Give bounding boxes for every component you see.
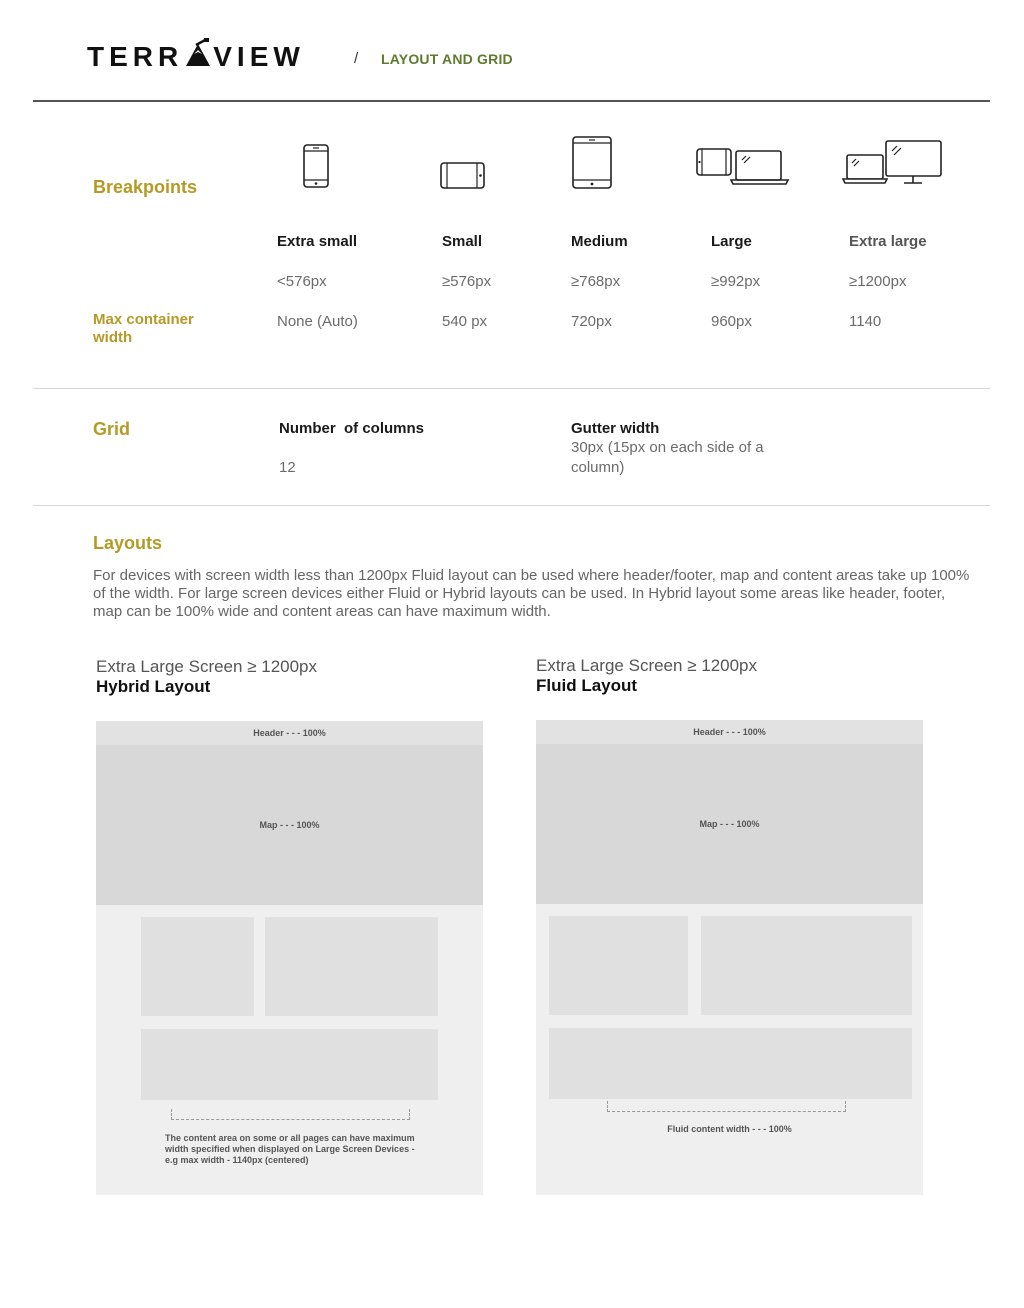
logo-text-start: TERR [87,41,184,72]
breakpoints-title: Breakpoints [93,177,198,197]
breakpoint-name: Large [711,233,752,250]
brand-logo [87,38,305,72]
logo-text-end: VIEW [213,41,305,72]
columns-label: Number of columns [279,420,425,437]
tablet-icon [572,136,612,189]
content-block [141,1029,438,1100]
mountain-logo-icon [185,38,211,68]
content-block [141,917,254,1016]
breakpoint-min-width: ≥992px [711,273,761,290]
content-block [549,1028,912,1099]
max-container-value: 720px [571,313,612,330]
fluid-screen-label: Extra Large Screen ≥ 1200px [536,656,758,675]
max-container-label: Max container width [93,311,194,346]
breakpoint-min-width: ≥1200px [849,273,907,290]
fluid-layout-diagram [536,720,923,1195]
width-bracket [607,1101,846,1112]
header-divider [33,100,990,102]
max-container-value: 1140 [849,313,882,330]
hybrid-layout-title: Hybrid Layout [96,677,211,696]
hybrid-screen-label: Extra Large Screen ≥ 1200px [96,657,318,676]
columns-value: 12 [279,459,296,476]
content-block [265,917,438,1016]
content-block [549,916,688,1015]
breakpoint-min-width: <576px [277,273,327,290]
breakpoint-name: Extra large [849,233,927,250]
tablet-laptop-icon [696,146,790,186]
gutter-label: Gutter width [571,420,660,437]
layouts-description: For devices with screen width less than 1200px Fluid layout can be used where header/footer, map and content areas take up 100% of the width. For large screen devices either Fluid or Hybrid layouts can be used. In Hybrid layout some areas like header, footer, map can be 100% wide and content areas can have maximum width. [93,567,970,620]
gutter-value: 30px (15px on each side of a column) [571,439,764,476]
section-divider [33,388,990,389]
grid-title: Grid [93,419,131,439]
max-container-value: 540 px [442,313,488,330]
phone-portrait-icon [303,144,329,188]
breakpoint-name: Medium [571,233,628,250]
hybrid-map-band: Map - - - 100% [96,745,483,905]
fluid-layout-title: Fluid Layout [536,676,638,695]
breakpoint-min-width: ≥576px [442,273,492,290]
max-container-value: 960px [711,313,752,330]
content-block [701,916,912,1015]
fluid-map-band: Map - - - 100% [536,744,923,904]
max-container-value: None (Auto) [277,313,358,330]
width-bracket [171,1109,410,1120]
section-divider [33,505,990,506]
fluid-header-band: Header - - - 100% [536,720,923,744]
hybrid-header-band: Header - - - 100% [96,721,483,745]
layouts-title: Layouts [93,533,163,553]
fluid-note: Fluid content width - - - 100% [667,1124,792,1134]
breadcrumb-separator: / [354,50,359,67]
phone-landscape-icon [440,162,485,189]
breakpoint-name: Small [442,233,483,250]
hybrid-note: The content area on some or all pages can have maximum width specified when displayed on Large Screen Devices - e.g max width - 1140px (centered) [165,1133,415,1165]
breakpoint-name: Extra small [277,233,358,250]
laptop-desktop-icon [842,140,944,186]
breakpoint-min-width: ≥768px [571,273,621,290]
section-breadcrumb: LAYOUT AND GRID [381,51,513,67]
hybrid-layout-diagram [96,721,483,1195]
